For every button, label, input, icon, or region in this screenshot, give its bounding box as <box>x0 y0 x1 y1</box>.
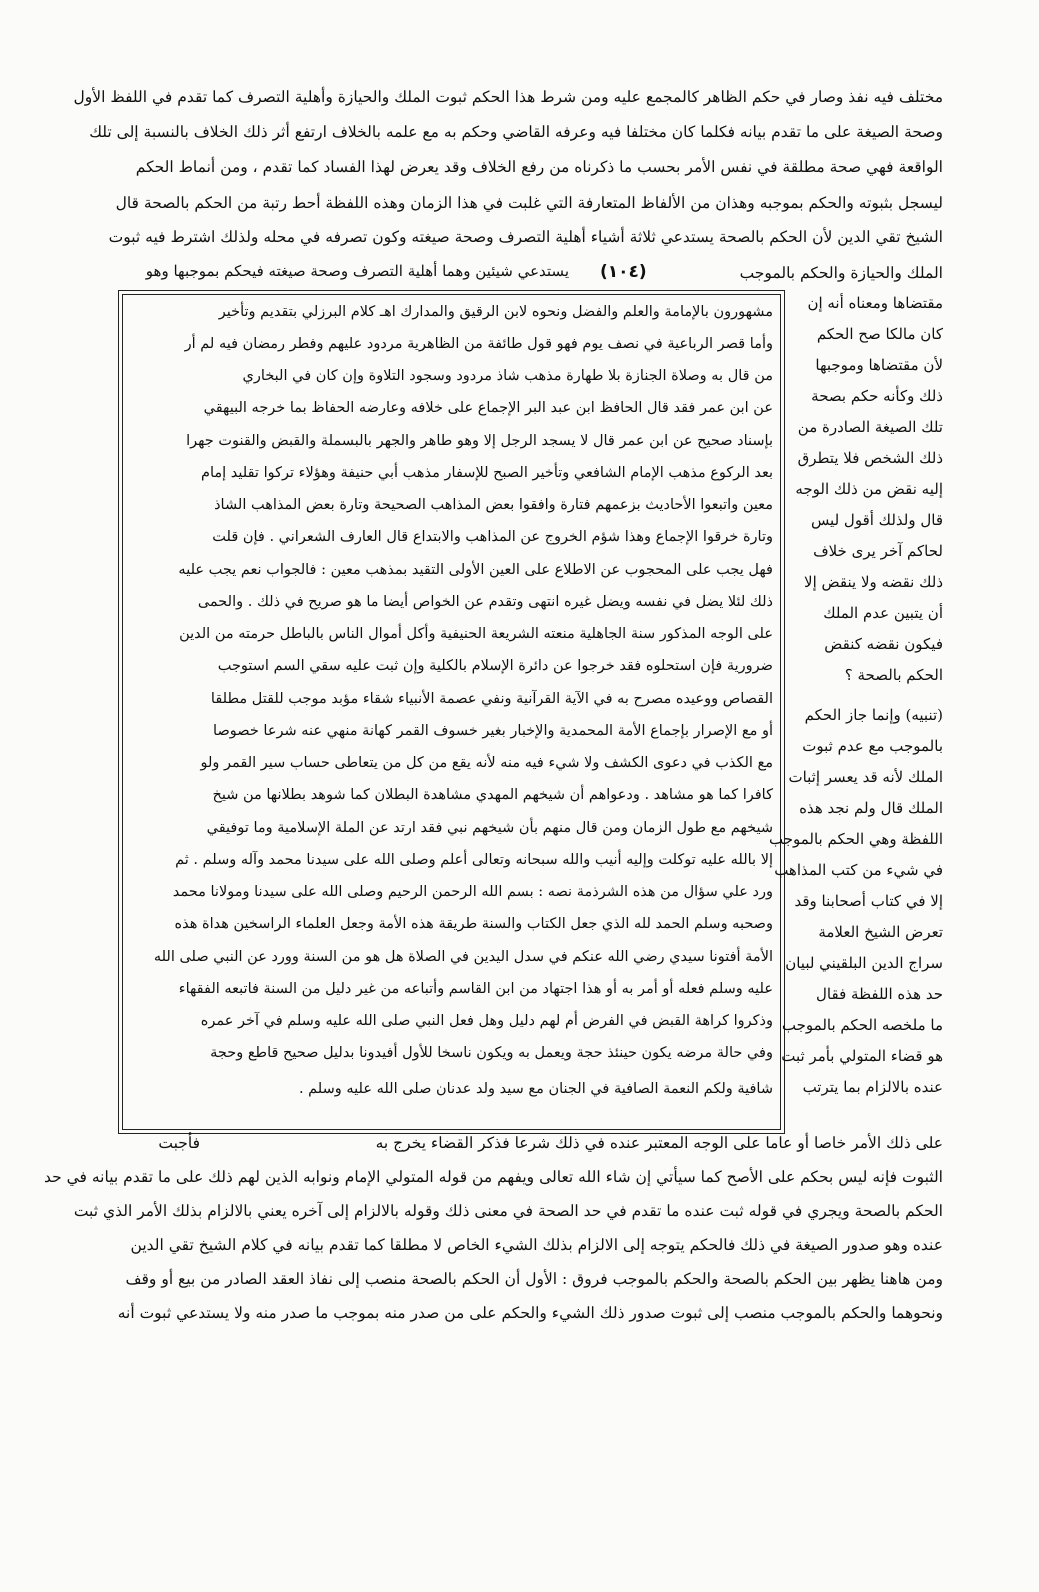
side-line: إلا في كتاب أصحابنا وقد <box>794 892 943 910</box>
side-line: ذلك نقضه ولا ينقض إلا <box>804 573 943 591</box>
box-line: إلا بالله عليه توكلت وإليه أنيب والله سبحانه وتعالى أعلم وصلى الله على سيدنا محمد وآله وسلم . ثم <box>175 852 773 868</box>
side-line: لأن مقتضاها وموجبها <box>815 356 943 374</box>
box-line: وفي حالة مرضه يكون حينئذ حجة ويعمل به ويكون ناسخا للأول أفيدونا بدليل صحيح قاطع وحجة <box>210 1045 773 1061</box>
box-line: عن ابن عمر فقد قال الحافظ ابن عبد البر الإجماع على خلافه وعارضه الحفاظ بما خرجه البيهقي <box>203 400 773 416</box>
box-line: شيخهم مع طول الزمان ومن قال منهم بأن شيخهم نبي فقد ارتد عن الملة الإسلامية وما توفيقي <box>206 820 773 836</box>
text-line: ليسجل بثبوته والحكم بموجبه وهذان من الألفاظ المتعارفة التي غلبت في هذا الزمان وهذه اللفظة أحط رتبة من الحكم بالصحة قال <box>115 194 943 212</box>
text-line-right: الملك والحيازة والحكم بالموجب <box>739 264 943 282</box>
text-line: ونحوهما والحكم بالموجب منصب إلى ثبوت صدور ذلك الشيء والحكم على من صدر منه بموجب ما صدر منه ولا يستدعي ثبوت أنه <box>117 1304 943 1322</box>
box-line: ضرورية فإن استحلوه فقد خرجوا عن دائرة الإسلام بالكلية وإن ثبت عليه سقي السم استوجب <box>217 658 773 674</box>
box-line: وأما قصر الرباعية في نصف يوم فهو قول طائفة من الظاهرية مردود عليهم وفطر رمضان فيه لم أر <box>184 336 773 352</box>
box-line: شافية ولكم النعمة الصافية في الجنان مع سيد ولد عدنان صلى الله عليه وسلم . <box>298 1081 773 1097</box>
side-line: تلك الصيغة الصادرة من <box>797 418 943 436</box>
text-line: الشيخ تقي الدين لأن الحكم بالصحة يستدعي ثلاثة أشياء أهلية التصرف وصحة صيغته وكون تصرفه في محله ولذلك اشترط فيه ثبوت <box>108 228 943 246</box>
box-line: عليه وسلم فعله أو أمر به أو هذا اجتهاد من ابن القاسم وأتباعه من غير دليل من السنة فاتبعه الفقهاء <box>178 981 773 997</box>
side-line: ذلك وكأنه حكم بصحة <box>811 387 943 405</box>
side-line: قال ولذلك أقول ليس <box>810 511 943 529</box>
side-line: فيكون نقضه كنقض <box>824 635 943 653</box>
box-line: ورد علي سؤال من هذه الشرذمة نصه : بسم الله الرحمن الرحيم وصلى الله على سيدنا ومولانا محمد <box>172 884 773 900</box>
box-line: وصحبه وسلم الحمد لله الذي جعل الكتاب والسنة طريقة هذه الأمة وجعل العلماء الراسخين هداة هذه <box>174 916 773 932</box>
side-line: اللفظة وهي الحكم بالموجب <box>768 830 943 848</box>
box-line: كافرا كما هو مشاهد . ودعواهم أن شيخهم المهدي مشاهدة البطلان كما شوهد بطلانها من شيخ <box>212 787 773 803</box>
box-line: من قال به وصلاة الجنازة بلا طهارة مذهب شاذ مردود وسجود التلاوة وإن كان في البخاري <box>242 368 773 384</box>
box-line: الأمة أفتونا سيدي رضي الله عنكم في سدل اليدين في الصلاة هل هو من السنة وورد عن النبي صلى الله <box>153 949 773 965</box>
side-line: هو قضاء المتولي بأمر ثبت <box>781 1047 943 1065</box>
box-line: ذلك لئلا يضل في نفسه ويضل غيره انتهى وتقدم عن الخواص أيضا ما هو صريح في ذلك . والحمى <box>197 594 773 610</box>
text-line: الثبوت فإنه ليس بحكم على الأصح كما سيأتي إن شاء الله تعالى ويفهم من قوله المتولي الإمام ونوابه الذين لهم ذلك على ما تقدم بيانه في حد <box>43 1168 943 1186</box>
side-line: حد هذه اللفظة فقال <box>816 985 943 1003</box>
box-line: أو مع الإصرار بإجماع الأمة المحمدية والإخبار بغير خسوف القمر كهانة منهي عنه شرعا خصوصا <box>213 723 773 739</box>
text-line-left: يستدعي شيئين وهما أهلية التصرف وصحة صيغته فيحكم بموجبها وهو <box>145 262 569 280</box>
box-line: مع الكذب في دعوى الكشف ولا شيء فيه منه لأنه يقع من كل من يتعاطى حساب سير القمر ولو <box>200 755 773 771</box>
text-line: مختلف فيه نفذ وصار في حكم الظاهر كالمجمع عليه ومن شرط هذا الحكم ثبوت الملك والحيازة وأهلية التصرف كما تقدم في اللفظ الأول <box>73 88 943 106</box>
text-line: الحكم بالصحة ويجري في قوله ثبت عنده ما تقدم في حد الصحة في معنى ذلك وقوله بالالزام إلى آخره يعني بالالزام بذلك الأمر الذي ثبت <box>73 1202 943 1220</box>
box-line: وتارة خرقوا الإجماع وهذا شؤم الخروج عن المذاهب والابتداع قال العارف الشعراني . فإن قلت <box>212 529 773 545</box>
side-line: (تنبيه) وإنما جاز الحكم <box>804 706 943 724</box>
side-line: أن يتبين عدم الملك <box>823 604 943 622</box>
box-line: معين واتبعوا الأحاديث بزعمهم فتارة وافقوا بعض المذاهب الصحيحة وتارة بعض المذاهب الشاذ <box>214 497 773 513</box>
box-line: بعد الركوع مذهب الإمام الشافعي وتأخير الصبح للإسفار مذهب أبي حنيفة وهؤلاء تركوا تقليد إمام <box>201 465 773 481</box>
side-line: الملك لأنه قد يعسر إثبات <box>788 768 943 786</box>
side-line: تعرض الشيخ العلامة <box>818 923 943 941</box>
side-line: عنده بالالزام بما يترتب <box>802 1078 943 1096</box>
side-line: بالموجب مع عدم ثبوت <box>802 737 943 755</box>
commentary-box <box>118 290 785 1134</box>
box-line: وذكروا كراهة القبض في الفرض أم لهم دليل وهل فعل النبي صلى الله عليه وسلم في آخر عمره <box>200 1013 773 1029</box>
text-line: على ذلك الأمر خاصا أو عاما على الوجه المعتبر عنده في ذلك شرعا فذكر القضاء يخرج به <box>375 1134 943 1152</box>
box-line: فهل يجب على المحجوب عن الاطلاع على العين الأولى التقيد بمذهب معين : فالجواب نعم يجب عليه <box>178 562 773 578</box>
side-line: سراج الدين البلقيني لبيان <box>785 954 943 972</box>
side-line: مقتضاها ومعناه أنه إن <box>807 294 943 312</box>
text-line: وصحة الصيغة على ما تقدم بيانه فكلما كان مختلفا فيه وعرفه القاضي وحكم به مع علمه بالخلاف ارتفع أثر ذلك الخلاف بالنسبة إلى تلك <box>89 123 943 141</box>
text-line: ومن هاهنا يظهر بين الحكم بالصحة والحكم بالموجب فروق : الأول أن الحكم بالصحة منصب إلى نفاذ العقد الصادر من بيع أو وقف <box>125 1270 943 1288</box>
box-line: مشهورون بالإمامة والعلم والفضل ونحوه لابن الرقيق والمدارك اهـ كلام البرزلي بتقديم وتأخير <box>218 304 773 320</box>
text-line-fragment: فأجبت <box>158 1134 200 1152</box>
text-line: الواقعة فهي صحة مطلقة في نفس الأمر بحسب ما ذكرناه من رفع الخلاف وقد يعرض لهذا الفساد كما تقدم ، ومن أنماط الحكم <box>135 158 943 176</box>
side-line: إليه نقض من ذلك الوجه <box>795 480 943 498</box>
box-line: على الوجه المذكور سنة الجاهلية منعته الشريعة الحنيفية وأكل أموال الناس بالباطل حرمته من الدين <box>179 626 773 642</box>
box-line: بإسناد صحيح عن ابن عمر قال لا يسجد الرجل إلا وهو طاهر والجهر بالبسملة والقبض والقنوت جهرا <box>186 433 773 449</box>
side-line: في شيء من كتب المذاهب <box>774 861 943 879</box>
page-number: (١٠٤) <box>600 262 647 282</box>
side-line: الحكم بالصحة ؟ <box>844 666 943 684</box>
side-line: كان مالكا صح الحكم <box>816 325 943 343</box>
text-line: عنده وهو صدور الصيغة في ذلك فالحكم يتوجه إلى الالزام بذلك الشيء الخاص لا مطلقا كما تقدم بيانه في كلام الشيخ تقي الدين <box>130 1236 943 1254</box>
side-line: ذلك الشخص فلا يتطرق <box>797 449 943 467</box>
side-line: لحاكم آخر يرى خلاف <box>813 542 943 560</box>
side-line: ما ملخصه الحكم بالموجب <box>781 1016 943 1034</box>
side-line: الملك قال ولم نجد هذه <box>799 799 943 817</box>
box-line: القصاص ووعيده مصرح به في الآية القرآنية ونفي عصمة الأنبياء شقاء مؤبد موجب للقتل مطلقا <box>210 691 773 707</box>
